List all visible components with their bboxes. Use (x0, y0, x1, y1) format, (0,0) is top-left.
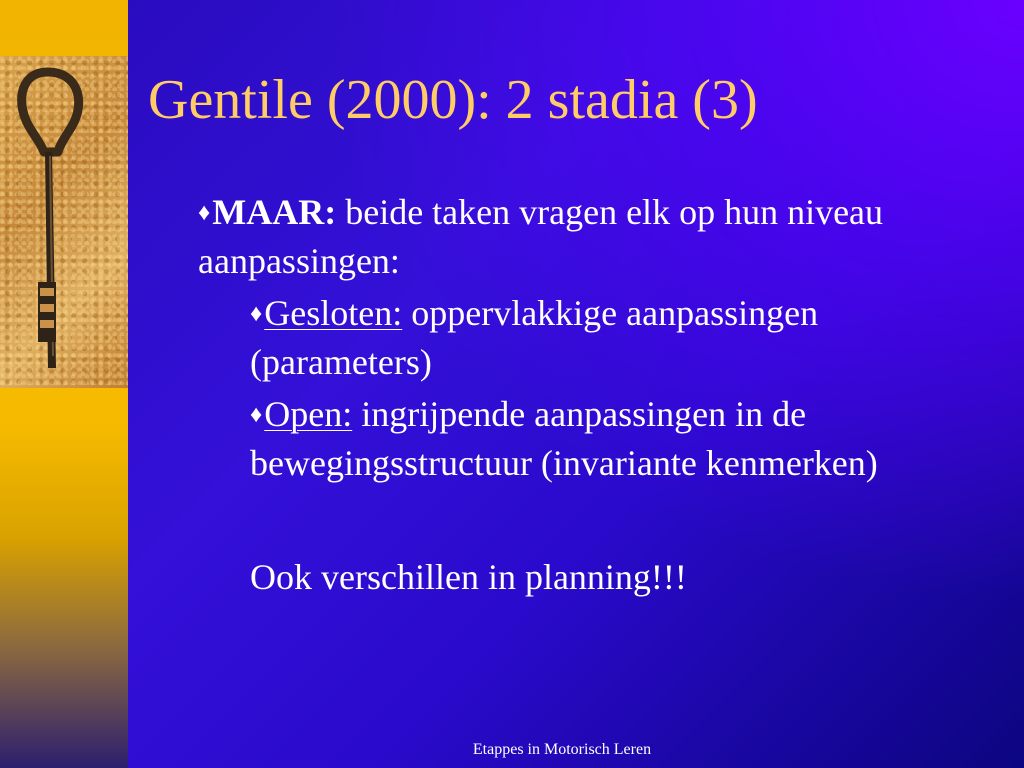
slide-content (198, 188, 958, 601)
sub-bullet-open (250, 390, 958, 487)
planning-note: Ook verschillen in planning!!! (250, 557, 687, 597)
slide-canvas (128, 0, 1024, 768)
diamond-bullet-icon: ♦ (250, 301, 263, 327)
sub-bullet-text: ingrijpende aanpassingen in de bewegingsstructuur (invariante kenmerken) (250, 394, 878, 483)
diamond-bullet-icon: ♦ (198, 200, 211, 226)
slide-footer: Etappes in Motorisch Leren (472, 741, 652, 758)
main-bullet-lead: MAAR: (212, 192, 337, 232)
sub-bullet-lead: Open: (264, 394, 353, 434)
sub-bullet-lead: Gesloten: (264, 293, 403, 333)
sub-bullet-closed (250, 289, 958, 386)
left-decorative-strip (0, 0, 128, 768)
slide-title: Gentile (2000): 2 stadia (3) (148, 69, 758, 131)
main-bullet-text: beide taken vragen elk op hun niveau aanpassingen: (198, 192, 884, 281)
sub-bullet-text: oppervlakkige aanpassingen (parameters) (250, 293, 819, 382)
diamond-bullet-icon: ♦ (250, 402, 263, 428)
key-photo (0, 56, 128, 388)
old-key-icon (0, 56, 128, 388)
main-bullet (198, 188, 958, 285)
